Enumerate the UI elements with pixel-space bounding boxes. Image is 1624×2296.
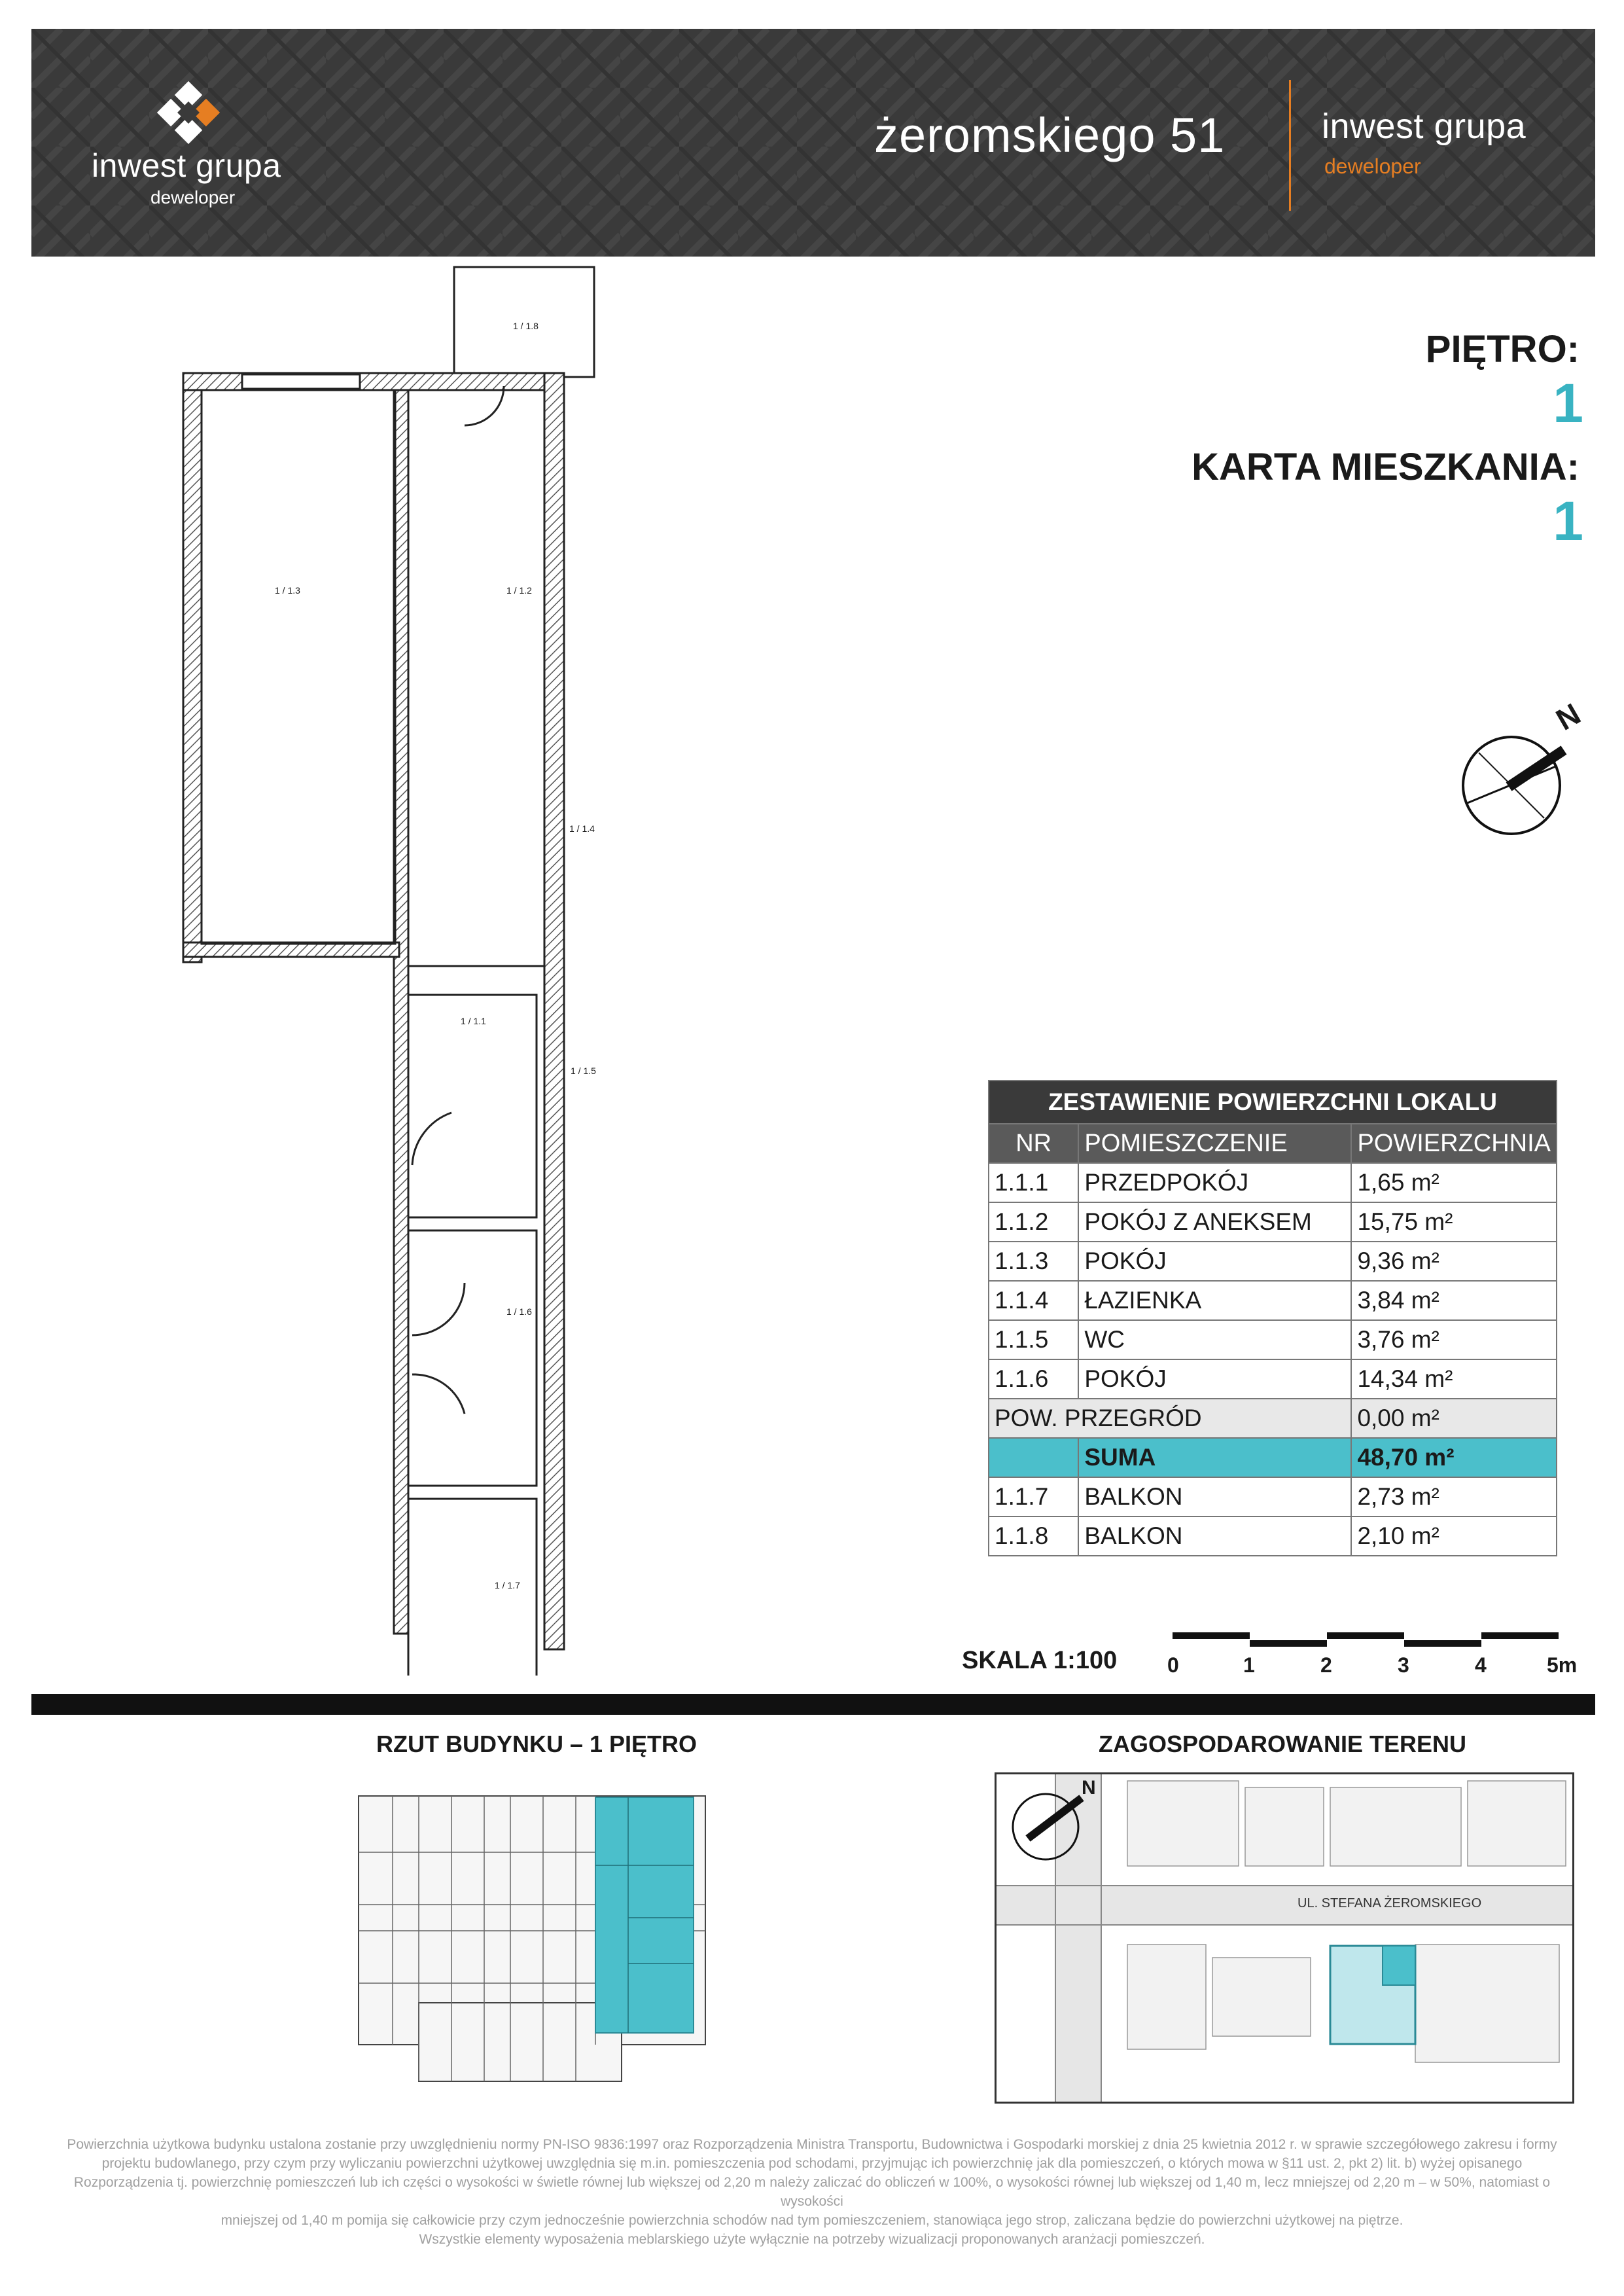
room-1-14 [408, 995, 537, 1217]
row-nr: 1.1.5 [989, 1320, 1078, 1359]
row-nr: 1.1.8 [989, 1516, 1078, 1556]
table-title: ZESTAWIENIE POWIERZCHNI LOKALU [989, 1081, 1557, 1124]
scale-tick: 2 [1320, 1653, 1332, 1677]
scale-tick: 1 [1243, 1653, 1255, 1677]
project-title: żeromskiego 51 [874, 108, 1226, 162]
scale-bar [1173, 1631, 1565, 1651]
room-label-1-1: 1 / 1.1 [461, 1016, 486, 1026]
row-nr: 1.1.6 [989, 1359, 1078, 1399]
scale-label: SKALA 1:100 [962, 1647, 1118, 1674]
row-room: WC [1078, 1320, 1351, 1359]
room-1-13 [202, 390, 395, 944]
floor-value: 1 [1553, 372, 1583, 434]
room-label-1-5: 1 / 1.5 [571, 1066, 596, 1076]
card-value: 1 [1553, 490, 1583, 552]
row-area: 2,73 m² [1351, 1477, 1557, 1516]
brand-logo-icon [157, 81, 220, 144]
table-row [989, 1516, 1557, 1556]
brand-name-right: inwest grupa [1322, 107, 1527, 146]
room-label-1-6: 1 / 1.6 [506, 1306, 532, 1317]
table-row [989, 1163, 1557, 1202]
footnote-line: Powierzchnia użytkowa budynku ustalona zostanie przy uwzględnieniu normy PN-ISO 9836:1997 oraz Rozporządzenia Ministra Transportu, Budownictwa i Gospodarki morskiej z dnia 25 kwietnia 2012 r. w sprawie szczegółowego zakresu i formy [67, 2137, 1557, 2152]
row-room: BALKON [1078, 1477, 1351, 1516]
highlighted-apartment [595, 1797, 694, 2033]
scale-tick: 3 [1398, 1653, 1409, 1677]
row-nr: 1.1.7 [989, 1477, 1078, 1516]
row-area: 1,65 m² [1351, 1163, 1557, 1202]
partitions-area: 0,00 m² [1351, 1399, 1557, 1438]
scale-tick: 4 [1475, 1653, 1487, 1677]
sum-area: 48,70 m² [1351, 1438, 1557, 1477]
row-area: 14,34 m² [1351, 1359, 1557, 1399]
row-area: 9,36 m² [1351, 1242, 1557, 1281]
column-header-area: POWIERZCHNIA [1351, 1124, 1557, 1163]
apartment-floor-plan [157, 262, 707, 1676]
sum-label: SUMA [1078, 1438, 1351, 1477]
row-room: POKÓJ Z ANEKSEM [1078, 1202, 1351, 1242]
row-nr: 1.1.4 [989, 1281, 1078, 1320]
brand-subtitle-right: deweloper [1324, 154, 1421, 178]
sum-blank [989, 1438, 1078, 1477]
table-row [989, 1359, 1557, 1399]
table-row [989, 1281, 1557, 1320]
table-row [989, 1242, 1557, 1281]
room-1-12 [408, 390, 544, 966]
row-area: 3,84 m² [1351, 1281, 1557, 1320]
partitions-row [989, 1399, 1557, 1438]
site-plan-map [997, 1774, 1572, 2102]
row-nr: 1.1.1 [989, 1163, 1078, 1202]
door-arc-4 [412, 1374, 465, 1414]
door-arc-2 [412, 1113, 451, 1165]
brand-subtitle: deweloper [150, 187, 236, 207]
row-room: ŁAZIENKA [1078, 1281, 1351, 1320]
room-1-15 [408, 1230, 537, 1486]
compass-north-label: N [1550, 696, 1587, 737]
scale-tick: 5m [1547, 1653, 1578, 1677]
row-nr: 1.1.3 [989, 1242, 1078, 1281]
wall-top [183, 373, 563, 390]
column-header-nr: NR [989, 1124, 1078, 1163]
row-room: BALKON [1078, 1516, 1351, 1556]
scale-tick: 0 [1167, 1653, 1179, 1677]
wall-right [544, 373, 564, 1649]
column-header-room: POMIESZCZENIE [1078, 1124, 1351, 1163]
site-compass-north: N [1082, 1777, 1096, 1799]
footnote-line: mniejszej od 1,40 m pomija się całkowicie przy czym jednocześnie powierzchnia schodów nad tym pomieszczeniem, stanowiąca jego strop, zaliczana będzie do powierzchni użytkowej na piętrze. [221, 2213, 1403, 2228]
row-room: POKÓJ [1078, 1242, 1351, 1281]
building-plan-title: RZUT BUDYNKU – 1 PIĘTRO [376, 1731, 697, 1757]
row-nr: 1.1.2 [989, 1202, 1078, 1242]
area-summary-table [988, 1080, 1557, 1556]
partitions-label: POW. PRZEGRÓD [989, 1399, 1351, 1438]
room-label-1-2: 1 / 1.2 [506, 585, 532, 596]
room-label-1-7: 1 / 1.7 [495, 1580, 520, 1590]
door-arc-1 [465, 386, 504, 425]
section-divider [31, 1694, 1595, 1715]
row-area: 3,76 m² [1351, 1320, 1557, 1359]
building-floor-plan [353, 1767, 720, 2094]
site-plan [995, 1772, 1574, 2104]
brand-name: inwest grupa [92, 147, 281, 184]
header-banner [31, 29, 1595, 257]
wall-left-upper [183, 373, 202, 962]
row-room: PRZEDPOKÓJ [1078, 1163, 1351, 1202]
card-label: KARTA MIESZKANIA: [1192, 446, 1580, 488]
table-row [989, 1320, 1557, 1359]
room-label-1-8: 1 / 1.8 [513, 321, 538, 331]
door-arc-3 [412, 1283, 465, 1335]
table-row [989, 1202, 1557, 1242]
street-name: UL. STEFANA ŻEROMSKIEGO [1297, 1896, 1482, 1910]
footnote-line: projektu budowlanego, przy czym przy wyliczaniu powierzchni użytkowej uwzględnia się m.in. pomieszczenia pod schodami, przyjmując ich powierzchnię jak dla pomieszczeń, o których mowa w §11 ust. 2, pkt 2) lit. b) wyżej opisanego [101, 2156, 1523, 2171]
footnote-line: Rozporządzenia tj. powierzchnię pomieszczeń lub ich części o wysokości w świetle równej lub większej od 2,20 m należy zaliczać do obliczeń w 100%, o wysokości równej lub większej od 1,40 m, lecz mniejszej od 2,20 m – w 50%, natomiast o wysokości [73, 2175, 1551, 2209]
floor-label: PIĘTRO: [1425, 328, 1580, 370]
row-area: 15,75 m² [1351, 1202, 1557, 1242]
table-row [989, 1477, 1557, 1516]
header-divider [1289, 80, 1291, 211]
sum-row [989, 1438, 1557, 1477]
site-plan-title: ZAGOSPODAROWANIE TERENU [1098, 1731, 1467, 1757]
row-area: 2,10 m² [1351, 1516, 1557, 1556]
legal-footnote [65, 2135, 1559, 2249]
room-label-1-3: 1 / 1.3 [275, 585, 300, 596]
room-label-1-4: 1 / 1.4 [569, 823, 595, 834]
row-room: POKÓJ [1078, 1359, 1351, 1399]
footnote-line: Wszystkie elementy wyposażenia meblarskiego użyte wyłącznie na potrzeby wizualizacji proponowanych aranżacji pomieszczeń. [419, 2232, 1205, 2247]
